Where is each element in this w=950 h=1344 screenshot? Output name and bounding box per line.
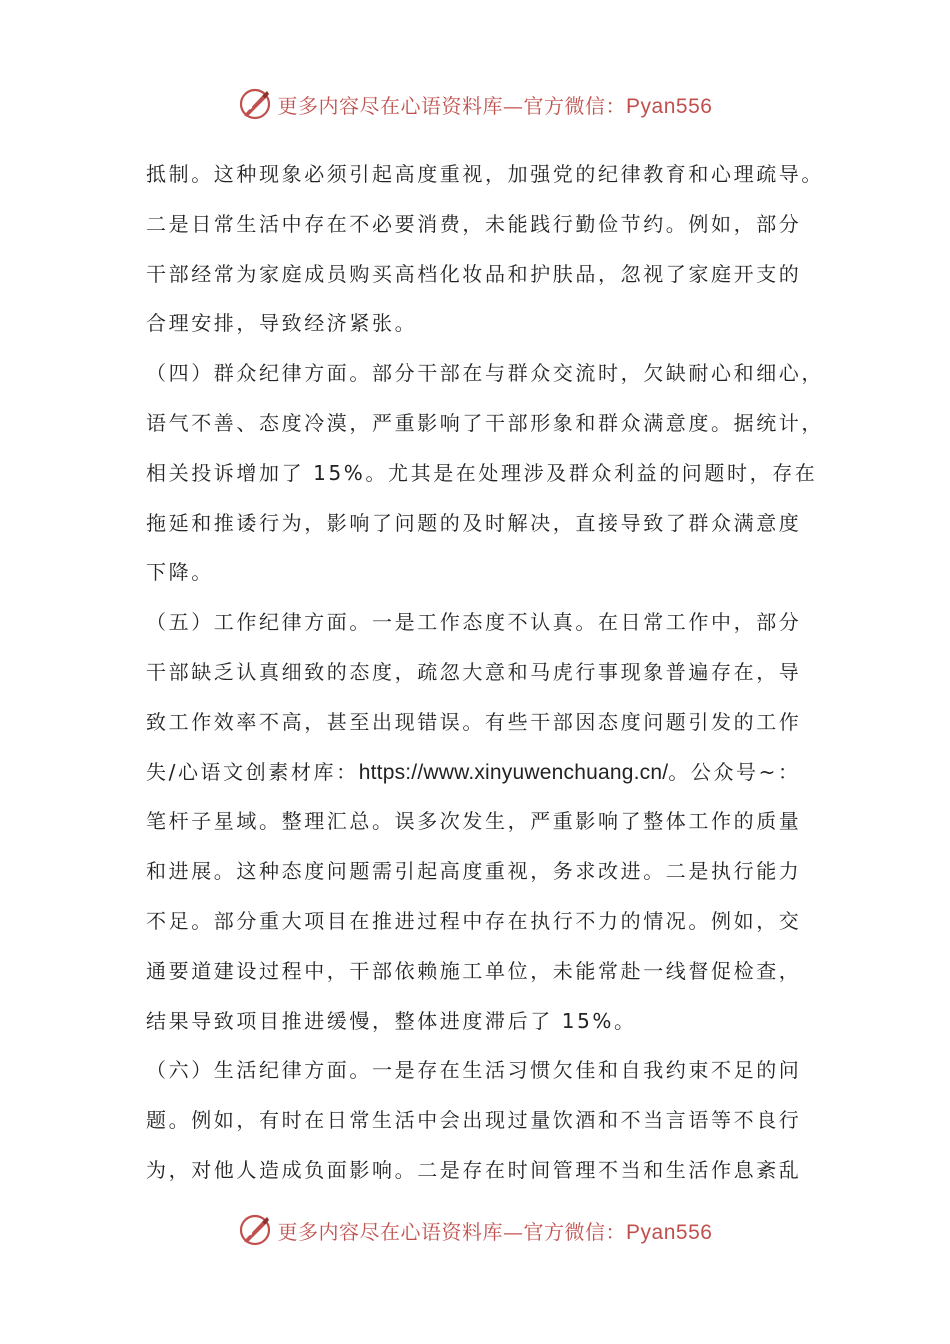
text-line-with-url: 失/心语文创素材库：https://www.xinyuwenchuang.cn/。公众号~： (146, 759, 801, 784)
text-line: （六）生活纪律方面。一是存在生活习惯欠佳和自我约束不足的问 (146, 1058, 802, 1083)
text-line: 致工作效率不高，甚至出现错误。有些干部因态度问题引发的工作 (146, 709, 802, 734)
text-line: 题。例如，有时在日常生活中会出现过量饮酒和不当言语等不良行 (146, 1108, 802, 1133)
text-line: 和进展。这种态度问题需引起高度重视，务求改进。二是执行能力 (146, 859, 802, 884)
text-line: （五）工作纪律方面。一是工作态度不认真。在日常工作中，部分 (146, 610, 802, 635)
text-line: 二是日常生活中存在不必要消费，未能践行勤俭节约。例如，部分 (146, 211, 802, 236)
header-wechat-id: Pyan556 (626, 94, 713, 118)
footer-banner (0, 1210, 950, 1250)
text-line: 拖延和推诿行为，影响了问题的及时解决，直接导致了群众满意度 (146, 510, 802, 535)
text-line: 干部经常为家庭成员购买高档化妆品和护肤品，忽视了家庭开支的 (146, 261, 802, 286)
text-line: 通要道建设过程中，干部依赖施工单位，未能常赴一线督促检查， (146, 958, 802, 983)
text-line: 下降。 (146, 560, 214, 585)
text-line: 笔杆子星域。整理汇总。误多次发生，严重影响了整体工作的质量 (146, 809, 802, 834)
text-line: 相关投诉增加了 15%。尤其是在处理涉及群众利益的问题时，存在 (146, 460, 818, 485)
text-line: 结果导致项目推进缓慢，整体进度滞后了 15%。 (146, 1008, 637, 1033)
text-line: 语气不善、态度冷漠，严重影响了干部形象和群众满意度。据统计， (146, 410, 824, 435)
document-body (146, 150, 826, 1196)
text-line: 合理安排，导致经济紧张。 (146, 311, 418, 336)
text-line: 不足。部分重大项目在推进过程中存在执行不力的情况。例如，交 (146, 908, 802, 933)
footer-banner-text: 更多内容尽在心语资料库—官方微信：Pyan556 (277, 1219, 713, 1244)
text-line: 为，对他人造成负面影响。二是存在时间管理不当和生活作息紊乱 (146, 1157, 802, 1182)
header-banner (0, 84, 950, 124)
text-line: （四）群众纪律方面。部分干部在与群众交流时，欠缺耐心和细心， (146, 361, 824, 386)
footer-wechat-id: Pyan556 (626, 1220, 713, 1244)
pen-logo-icon (238, 1213, 272, 1247)
text-line: 抵制。这种现象必须引起高度重视，加强党的纪律教育和心理疏导。 (146, 162, 824, 186)
pen-logo-icon (238, 87, 272, 121)
header-banner-text: 更多内容尽在心语资料库—官方微信：Pyan556 (277, 93, 713, 118)
text-line: 干部缺乏认真细致的态度，疏忽大意和马虎行事现象普遍存在，导 (146, 659, 802, 684)
website-url: https://www.xinyuwenchuang.cn/ (358, 760, 669, 784)
